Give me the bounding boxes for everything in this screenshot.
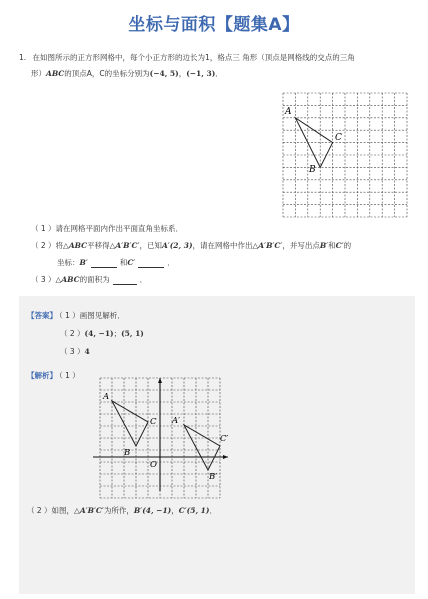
answer-3-label: （ 3 ） — [60, 347, 85, 356]
q2-point-c: C′ — [335, 241, 344, 250]
problem-text-1: 在如图所示的正方形网格中，每个小正方形的边长为1，格点三 角形（顶点是网格线的交点的三角 — [32, 53, 355, 62]
q2-triangle: ABC — [68, 241, 88, 250]
x-axis-arrow — [223, 455, 228, 459]
analysis-2-triangle: A′B′C′ — [79, 506, 104, 515]
analysis-2-point-b: B′(4, −1) — [133, 506, 172, 515]
coord-c: (−1, 3) — [186, 69, 216, 78]
analysis-2-end: ． — [209, 506, 217, 515]
answer-2-value-1: (4, −1) — [84, 329, 114, 338]
comma: ， — [178, 69, 187, 78]
q3-text-b: 的面积为 — [79, 275, 110, 284]
q2-triangle-prime: A′B′C′ — [115, 241, 140, 250]
answer-3-value: 4 — [84, 347, 90, 356]
y-axis-arrow — [158, 378, 162, 383]
triangle-abc — [112, 401, 148, 446]
q2-text-f: 的 — [343, 241, 352, 250]
analysis-2-text-a: （ 2 ）如图，△ — [27, 506, 80, 515]
q2b-text: 坐标： — [57, 258, 80, 267]
q2-text-d: ，请在网格中作出△ — [192, 241, 259, 250]
problem-text-2b: 的顶点A，C的坐标分别为 — [64, 69, 150, 78]
answer-2-value-2: (5, 1) — [121, 329, 144, 338]
analysis-line-2 — [27, 505, 217, 516]
label-c: C — [150, 417, 157, 427]
vertex-label-b: B — [309, 165, 316, 175]
analysis-2-sep: ， — [171, 506, 179, 515]
question-1: （ 1 ）请在网格平面内作出平面直角坐标系． — [31, 224, 184, 233]
label-a: A — [103, 392, 110, 402]
label-b: B — [124, 448, 131, 458]
q2-text-e: ，并写出点 — [282, 241, 320, 250]
q2-text-b: 平移得△ — [87, 241, 116, 250]
q2b-point-c: C′ — [127, 258, 136, 267]
q2-text-c: ，已知 — [139, 241, 162, 250]
analysis-tag: 【解析】 — [27, 371, 57, 380]
q2-point-a: A′(2, 3) — [161, 241, 193, 250]
q2-triangle-prime-2: A′B′C′ — [258, 241, 283, 250]
q2-point-b: B′ — [319, 241, 329, 250]
answer-2-sep: ； — [113, 329, 122, 338]
coord-a: (−4, 5) — [149, 69, 179, 78]
problem-text-2a: 形） — [31, 69, 46, 78]
answer-1: （ 1 ）画图见解析． — [59, 311, 125, 320]
q2-text-a: （ 2 ）将△ — [31, 241, 69, 250]
analysis-2-text-b: 为所作， — [103, 506, 134, 515]
page-title: 坐标与面积【题集A】 — [128, 15, 300, 35]
q3-triangle: ABC — [61, 275, 80, 284]
analysis-2-point-c: C′(5, 1) — [178, 506, 210, 515]
q3-text-a: （ 3 ）△ — [31, 275, 62, 284]
triangle-name: ABC — [46, 69, 65, 78]
label-b-prime: B′ — [209, 472, 218, 482]
analysis-part-1: （ 1 ） — [59, 371, 80, 380]
answer-tag: 【答案】 — [27, 311, 57, 320]
label-c-prime: C′ — [220, 434, 229, 444]
period: ． — [215, 69, 223, 78]
q3-end: ． — [139, 275, 148, 284]
q2b-and: 和 — [119, 258, 128, 267]
vertex-label-a: A — [285, 107, 292, 117]
answer-2-label: （ 2 ） — [60, 329, 85, 338]
q2b-end: ． — [167, 258, 175, 267]
label-a-prime: A′ — [172, 416, 181, 426]
label-origin: O — [150, 460, 157, 470]
vertex-label-c: C — [335, 133, 342, 143]
triangle-abc-prime — [184, 425, 220, 470]
q2b-point-b: B′ — [79, 258, 88, 267]
q2-and: 和 — [328, 241, 336, 250]
problem-number: 1. — [19, 53, 27, 62]
